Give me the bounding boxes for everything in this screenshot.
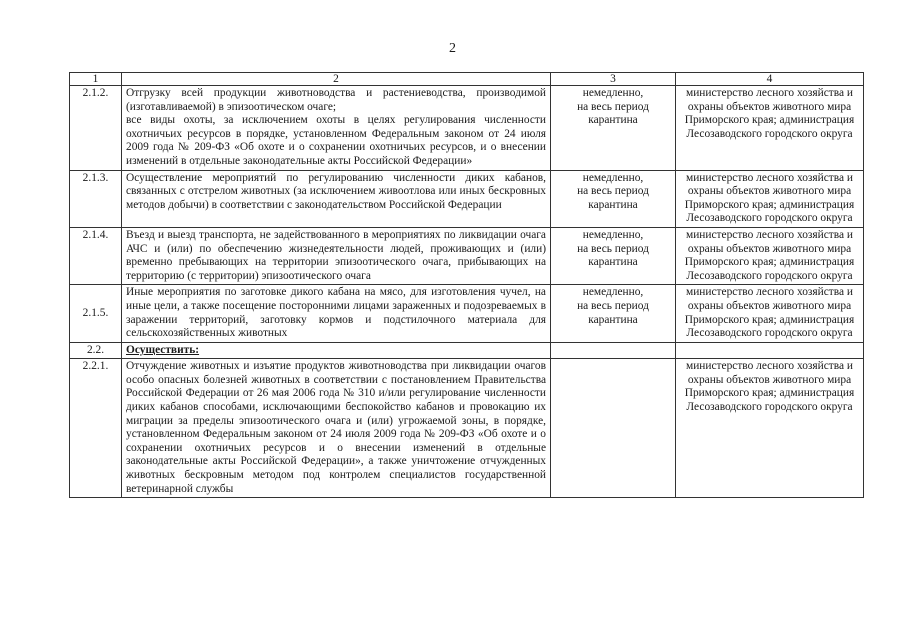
responsible-line: охраны объектов животного мира (687, 100, 852, 113)
responsible-line: министерство лесного хозяйства и (685, 360, 853, 373)
row-responsible (676, 170, 864, 227)
row-term (551, 285, 676, 342)
responsible-line: Приморского края; администрация (684, 198, 855, 211)
row-term (551, 342, 676, 359)
row-number: 2.1.2. (70, 86, 122, 171)
table-row (70, 227, 864, 284)
responsible-line: Приморского края; администрация (684, 114, 855, 127)
row-responsible (676, 342, 864, 359)
row-number: 2.2.1. (70, 359, 122, 498)
responsible-line: охраны объектов животного мира (687, 299, 852, 312)
responsible-line: Лесозаводского городского округа (686, 327, 853, 340)
responsible-line: Лесозаводского городского округа (686, 269, 853, 282)
responsible-line: министерство лесного хозяйства и (685, 286, 853, 299)
responsible-line: Приморского края; администрация (684, 256, 855, 269)
row-description (122, 359, 551, 498)
term-line: карантина (588, 256, 638, 269)
term-line: карантина (588, 313, 638, 326)
responsible-line: охраны объектов животного мира (687, 373, 852, 386)
term-line: карантина (588, 198, 638, 211)
responsible-line: охраны объектов животного мира (687, 242, 852, 255)
section-heading: Осуществить: (126, 343, 200, 356)
row-term (551, 86, 676, 171)
row-number: 2.1.4. (70, 227, 122, 284)
table-row (70, 342, 864, 359)
header-col-3: 3 (551, 73, 676, 86)
table-row (70, 86, 864, 171)
description-paragraph: Иные мероприятия по заготовке дикого кабана на мясо, для изготовления чучел, на иные цели, а также посещение посторонними лицами зараженных и подозреваемых в заражении территорий, заготовку кормов и подстилочного материала для сельскохозяйственных животных (126, 286, 546, 340)
row-number: 2.2. (70, 342, 122, 359)
table-row (70, 359, 864, 498)
description-paragraph: все виды охоты, за исключением охоты в целях регулирования численности охотничьих ресурсов в порядке, установленном Федеральным законом от 24 июля 2009 года № 209-ФЗ «Об охоте и о сохранении охотничьих ресурсов, и о внесении изменений в отдельные законодательные акты Российской Федерации» (126, 114, 546, 167)
header-col-2: 2 (122, 73, 551, 86)
term-line: на весь период (577, 299, 649, 312)
row-number: 2.1.3. (70, 170, 122, 227)
description-paragraph: Осуществление мероприятий по регулированию численности диких кабанов, связанных с отстрелом животных (за исключением живоотлова или иных бескровных методов добычи) в соответствии с законодательством Российской Федерации (126, 171, 546, 211)
row-description (122, 170, 551, 227)
responsible-line: Приморского края; администрация (684, 313, 855, 326)
row-description (122, 227, 551, 284)
row-term (551, 359, 676, 498)
measures-table (69, 72, 864, 498)
page-number: 2 (449, 41, 456, 56)
row-description (122, 342, 551, 359)
table-header-row (70, 73, 864, 86)
responsible-line: Лесозаводского городского округа (686, 127, 853, 140)
term-line: на весь период (577, 185, 649, 198)
row-term (551, 227, 676, 284)
responsible-line: Приморского края; администрация (684, 387, 855, 400)
term-line: на весь период (577, 242, 649, 255)
header-col-1: 1 (70, 73, 122, 86)
responsible-line: министерство лесного хозяйства и (685, 228, 853, 241)
row-responsible (676, 86, 864, 171)
term-line: немедленно, (582, 286, 644, 299)
responsible-line: Лесозаводского городского округа (686, 212, 853, 225)
row-responsible (676, 359, 864, 498)
term-line: немедленно, (582, 171, 644, 184)
responsible-line: Лесозаводского городского округа (686, 401, 853, 414)
row-description (122, 86, 551, 171)
table-row (70, 170, 864, 227)
description-paragraph: Въезд и выезд транспорта, не задействованного в мероприятиях по ликвидации очага АЧС и (или) по обеспечению жизнедеятельности людей, проживающих и (или) временно пребывающих на территории эпизоотического очага, прибывающих на территорию (с территории) эпизоотического очага (126, 228, 546, 282)
header-col-4: 4 (676, 73, 864, 86)
term-line: на весь период (577, 100, 649, 113)
row-responsible (676, 285, 864, 342)
row-number: 2.1.5. (70, 285, 122, 342)
term-line: немедленно, (582, 228, 644, 241)
row-description (122, 285, 551, 342)
table-row (70, 285, 864, 342)
term-line: карантина (588, 114, 638, 127)
responsible-line: министерство лесного хозяйства и (685, 171, 853, 184)
row-term (551, 170, 676, 227)
responsible-line: охраны объектов животного мира (687, 185, 852, 198)
description-paragraph: Отчуждение животных и изъятие продуктов животноводства при ликвидации очагов особо опасных болезней животных в соответствии с постановлением Правительства Российской Федерации от 26 мая 2006 года № 310 и/или регулирование численности диких кабанов способами, исключающими беспокойство кабанов и провокацию их миграции за пределы эпизоотического очага и (или) угрожаемой зоны, в порядке, установленном Федеральным законом от 24 июля 2009 года № 209-ФЗ «Об охоте и о сохранении охотничьих ресурсов и о внесении изменений в отдельные законодательные акты Российской Федерации», а также уничтожение отчужденных животных бескровным методом под контролем специалистов государственной ветеринарной службы (126, 360, 546, 495)
responsible-line: министерство лесного хозяйства и (685, 87, 853, 99)
row-responsible (676, 227, 864, 284)
term-line: немедленно, (582, 87, 644, 99)
description-paragraph: Отгрузку всей продукции животноводства и растениеводства, производимой (изготавливаемой) в эпизоотическом очаге; (126, 87, 546, 113)
